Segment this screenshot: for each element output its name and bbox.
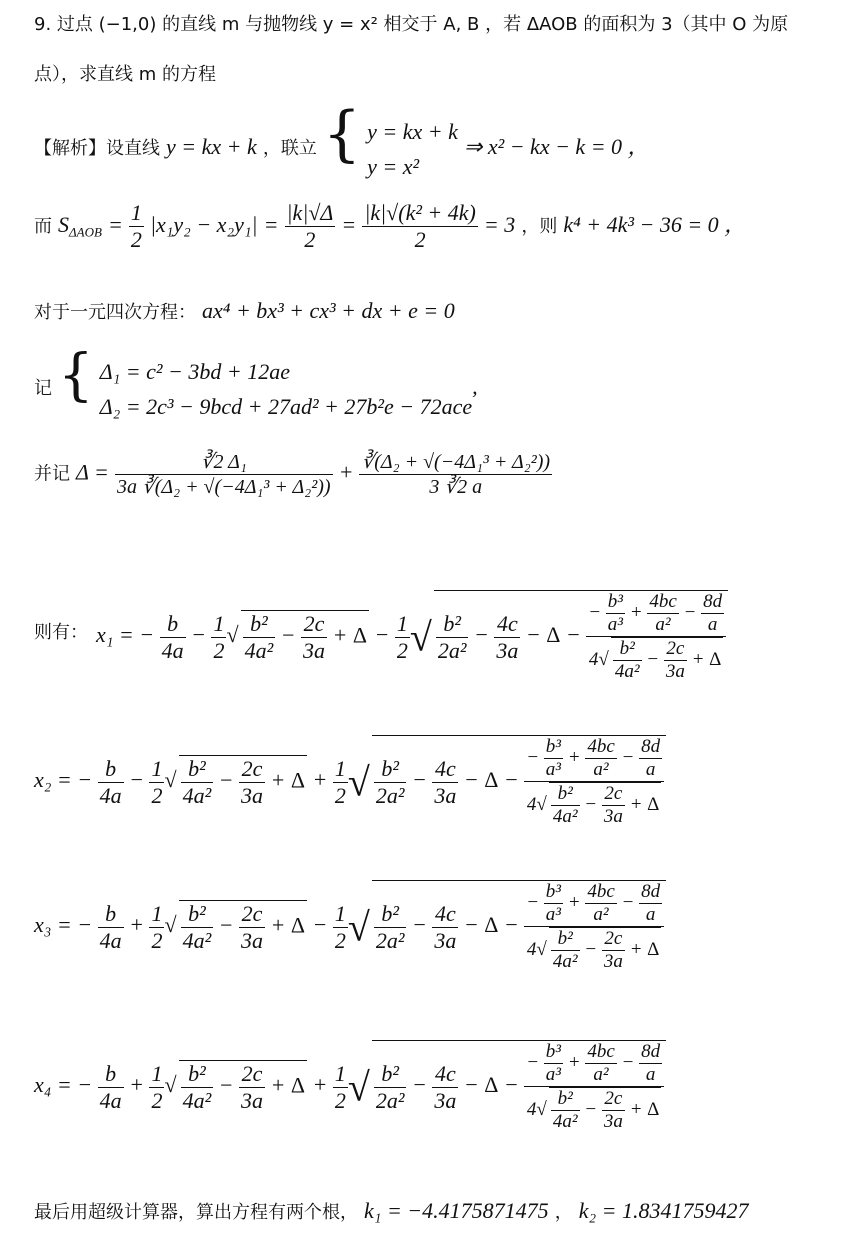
delta-term-2 [359,450,552,499]
frac-half: $\frac{1}{2}$ [213,610,225,663]
delta-term-1 [115,450,333,499]
quartic-label: 对于一元四次方程： [34,302,196,323]
solution-intro-label: 【解析】设直线 [34,138,160,159]
solution-intro [34,99,650,184]
delta-label: 并记 [34,463,70,485]
half-den: 2 [130,227,142,253]
area-frac1-den: 2 [304,227,316,253]
problem-line-1: 9. 过点 (−1,0) 的直线 m 与抛物线 y = x² 相交于 A, B ，若 ΔAOB 的面积为 3（其中 O 为原 [34,14,789,35]
sign-2: + [312,1072,328,1098]
def-brace: { [58,343,94,408]
outer-sqrt: $\frac{\text{b²}}{\text{2a²}}$ − $\frac{4c}{3a}$ − Δ − − $\frac{\text{b³}}{\text{a³}}$ + $\frac{4bc}{\text{a²}}$ − $\frac{8d}{a}$ 4√ $\frac{\text{b²}}{\text{4a²}}$ − $\frac{2c}{3a}$ + Δ [372,1040,666,1133]
inner-sqrt: $\frac{\text{b²}}{\text{4a²}}$ − $\frac{2c}{3a}$ + Δ [179,900,307,954]
delta1-eq: Δ₁ = c² − 3bd + 12ae [99,358,290,384]
root-formula-3: x₃ = − $\frac{b}{4a}$ + $\frac{1}{2}$ √ $\frac{\text{b²}}{\text{4a²}}$ − $\frac{2c}{3a}$ + Δ − $\frac{1}{2}$ √ $\frac{\text{b²}}{\text{2a²}}$ − $\frac{4c}{3a}$ − Δ − − $\frac{\text{b³}}{\text{a³}}$ + $\frac{4bc}{\text{a²}}$ − $\frac{8d}{a}$ 4√ $\frac{\text{b²}}{\text{4a²}}$ − $\frac{2c}{3a}$ + Δ [34,880,666,973]
sign-2: − [312,912,328,938]
root-formula-2: x₂ = − $\frac{b}{4a}$ − $\frac{1}{2}$ √ $\frac{\text{b²}}{\text{4a²}}$ − $\frac{2c}{3a}$ + Δ + $\frac{1}{2}$ √ $\frac{\text{b²}}{\text{2a²}}$ − $\frac{4c}{3a}$ − Δ − − $\frac{\text{b³}}{\text{a³}}$ + $\frac{4bc}{\text{a²}}$ − $\frac{8d}{a}$ 4√ $\frac{\text{b²}}{\text{4a²}}$ − $\frac{2c}{3a}$ + Δ [34,735,666,828]
area-fraction-1 [285,200,336,254]
delta-t2-den: 3 ∛2 a [429,476,483,498]
conclusion-text: 最后用超级计算器，算出方程有两个根， [34,1202,358,1223]
frac-b-4a: $\frac{b}{4a}$ [161,610,184,663]
root-lhs: x₂ [34,767,52,793]
area-frac2-den: 2 [414,227,426,253]
delta-definitions: 记 { Δ₁ = c² − 3bd + 12ae Δ₂ = 2c³ − 9bcd + 27ad² + 27b²e − 72ace , [34,348,478,424]
area-prefix: 而 [34,215,52,237]
system-equations [367,114,458,184]
sign-1: + [129,1072,144,1098]
root-lhs: x₁ [96,622,114,648]
area-frac2-num: |k|√(k² + 4k) [362,200,478,227]
sign-1: − [129,767,144,793]
solution-join: ，联立 [262,138,317,159]
roots-label: 则有： [34,622,88,643]
frac-half: $\frac{1}{2}$ [151,755,163,808]
conclusion-line [34,1198,749,1224]
quartic-general: ax⁴ + bx³ + cx³ + dx + e = 0 [202,298,455,323]
area-lhs: S [58,211,70,237]
delta-t2-num: ∛(Δ₂ + √(−4Δ₁³ + Δ₂²)) [361,451,551,473]
half-fraction [129,200,144,254]
root-lhs: x₃ [34,912,52,938]
delta-combined: 并记 Δ = $\frac{\text{∛2 Δ₁}}{\text{3a ∛(Δ₂ + √(−4Δ₁³ + Δ₂²))}}$ + $\frac{\text{∛(Δ₂ + √(−4Δ₁³ + Δ₂²))}}{3 ∛2 a}$ [34,451,551,498]
sign-2: − [374,622,390,648]
frac-b-4a: $\frac{b}{4a}$ [99,755,122,808]
def-label: 记 [34,378,52,399]
outer-sqrt: $\frac{\text{b²}}{\text{2a²}}$ − $\frac{4c}{3a}$ − Δ − − $\frac{\text{b³}}{\text{a³}}$ + $\frac{4bc}{\text{a²}}$ − $\frac{8d}{a}$ 4√ $\frac{\text{b²}}{\text{4a²}}$ − $\frac{2c}{3a}$ + Δ [434,590,728,683]
inner-sqrt: $\frac{\text{b²}}{\text{4a²}}$ − $\frac{2c}{3a}$ + Δ [241,610,369,664]
root-formula-4: x₄ = − $\frac{b}{4a}$ + $\frac{1}{2}$ √ $\frac{\text{b²}}{\text{4a²}}$ − $\frac{2c}{3a}$ + Δ + $\frac{1}{2}$ √ $\frac{\text{b²}}{\text{2a²}}$ − $\frac{4c}{3a}$ − Δ − − $\frac{\text{b³}}{\text{a³}}$ + $\frac{4bc}{\text{a²}}$ − $\frac{8d}{a}$ 4√ $\frac{\text{b²}}{\text{4a²}}$ − $\frac{2c}{3a}$ + Δ [34,1040,666,1133]
frac-b-4a: $\frac{b}{4a}$ [99,1060,122,1113]
area-then: ，则 [521,215,558,237]
sign-2: + [312,767,328,793]
sign-1: + [129,912,144,938]
inner-sqrt: $\frac{\text{b²}}{\text{4a²}}$ − $\frac{2c}{3a}$ + Δ [179,755,307,809]
area-fraction-2 [362,200,478,254]
outer-sqrt: $\frac{\text{b²}}{\text{2a²}}$ − $\frac{4c}{3a}$ − Δ − − $\frac{\text{b³}}{\text{a³}}$ + $\frac{4bc}{\text{a²}}$ − $\frac{8d}{a}$ 4√ $\frac{\text{b²}}{\text{4a²}}$ − $\frac{2c}{3a}$ + Δ [372,880,666,973]
area-abs: |x₁y₂ − x₂y₁| [149,211,258,237]
inner-sqrt: $\frac{\text{b²}}{\text{4a²}}$ − $\frac{2c}{3a}$ + Δ [179,1060,307,1114]
conclusion-comma: ， [554,1202,573,1223]
system-result: ⇒ x² − kx − k = 0 ， [463,134,650,159]
delta-system [100,354,472,424]
area-equals-3: = 3 [483,211,516,237]
sign-1: − [191,622,206,648]
delta-t1-num: ∛2 Δ₁ [115,450,333,475]
system-brace: { [322,99,362,169]
delta-t1-den: 3a ∛(Δ₂ + √(−4Δ₁³ + Δ₂²)) [116,476,331,498]
quartic-line [34,298,455,324]
outer-sqrt: $\frac{\text{b²}}{\text{2a²}}$ − $\frac{4c}{3a}$ − Δ − − $\frac{\text{b³}}{\text{a³}}$ + $\frac{4bc}{\text{a²}}$ − $\frac{8d}{a}$ 4√ $\frac{\text{b²}}{\text{4a²}}$ − $\frac{2c}{3a}$ + Δ [372,735,666,828]
system-eq-1: y = kx + k [367,118,458,144]
root-k1: k₁ = −4.4175871475 [364,1198,549,1223]
area-frac1-num: |k|√Δ [285,200,336,227]
frac-b-4a: $\frac{b}{4a}$ [99,900,122,953]
frac-half: $\frac{1}{2}$ [151,900,163,953]
problem-line-2: 点），求直线 m 的方程 [34,64,216,85]
root-lhs: x₄ [34,1072,52,1098]
quartic-k: k⁴ + 4k³ − 36 = 0 ， [563,211,747,237]
half-num: 1 [129,200,144,227]
area-line: 而 $S_{\Delta AOB}$ = $\frac{1}{2}$ |x₁y₂ − x₂y₁| = $\frac{|k|√\Delta}{2}$ = $\frac{\text{|k|√(k² + 4k)}}{2}$ = 3 ，则 k⁴ + 4k³ − 36 = 0 ， [34,200,747,253]
delta2-eq: Δ₂ = 2c³ − 9bcd + 27ad² + 27b²e − 72ace [99,394,473,419]
root-formula-1: x₁ = − $\frac{b}{4a}$ − $\frac{1}{2}$ √ $\frac{\text{b²}}{\text{4a²}}$ − $\frac{2c}{3a}$ + Δ − $\frac{1}{2}$ √ $\frac{\text{b²}}{\text{2a²}}$ − $\frac{4c}{3a}$ − Δ − − $\frac{\text{b³}}{\text{a³}}$ + $\frac{4bc}{\text{a²}}$ − $\frac{8d}{a}$ 4√ $\frac{\text{b²}}{\text{4a²}}$ − $\frac{2c}{3a}$ + Δ [96,590,728,683]
area-sub: ΔAOB [69,224,102,240]
root-k2: k₂ = 1.8341759427 [578,1198,749,1223]
frac-half: $\frac{1}{2}$ [151,1060,163,1113]
delta-lhs: Δ = [76,459,109,485]
line-equation: y = kx + k [166,134,257,159]
system-eq-2: y = x² [367,154,420,179]
